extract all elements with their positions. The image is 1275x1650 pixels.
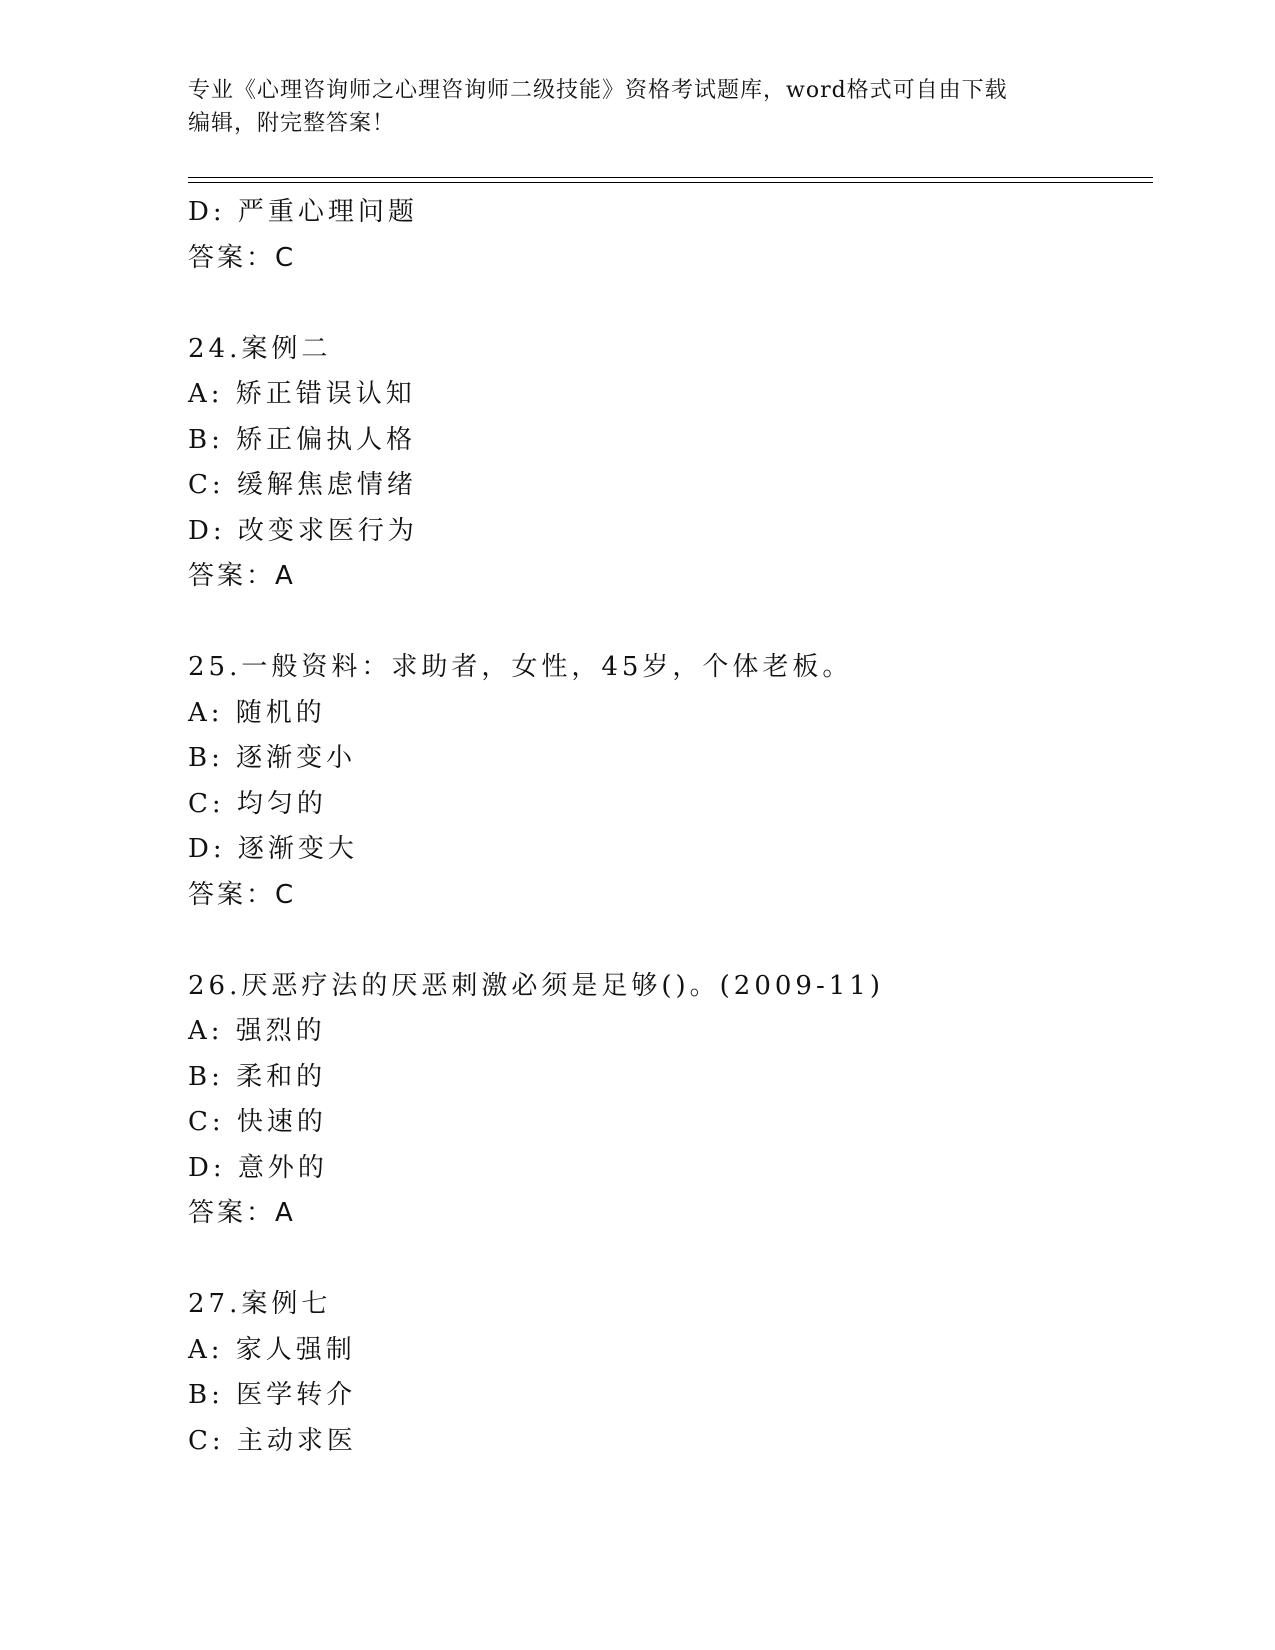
option-a: A: 强烈的 (188, 1016, 326, 1046)
question-stem: 24.案例二 (188, 333, 332, 364)
header-line-2: 编辑，附完整答案！ (188, 111, 396, 136)
option-d: D: 改变求医行为 (188, 515, 418, 546)
option-b: B: 柔和的 (188, 1061, 327, 1092)
option-a: A: 随机的 (188, 697, 326, 728)
answer-line: 答案：C (188, 879, 297, 910)
document-header (188, 74, 1088, 140)
header-divider-top (188, 177, 1153, 178)
question-stem: 27.案例七 (188, 1289, 332, 1319)
answer-line: 答案：A (188, 561, 296, 591)
option-c: C: 均匀的 (188, 788, 327, 819)
option-c: C: 主动求医 (188, 1425, 357, 1456)
option-d: D: 意外的 (188, 1152, 328, 1183)
option-c: C: 缓解焦虑情绪 (188, 470, 417, 500)
question-stem: 25.一般资料：求助者，女性，45岁，个体老板。 (188, 652, 853, 682)
option-a: A: 矫正错误认知 (188, 379, 416, 409)
question-stem: 26.厌恶疗法的厌恶刺激必须是足够()。(2009-11) (188, 970, 884, 1001)
option-b: B: 矫正偏执人格 (188, 424, 417, 455)
answer-line: 答案：A (188, 1198, 296, 1228)
header-divider-bottom (188, 182, 1153, 183)
option-d: D: 逐渐变大 (188, 834, 358, 864)
option-b: B: 逐渐变小 (188, 743, 357, 773)
option-a: A: 家人强制 (188, 1334, 356, 1365)
answer-line: 答案：C (188, 242, 297, 273)
option-b: B: 医学转介 (188, 1380, 357, 1410)
option-d: D: 严重心理问题 (188, 197, 418, 227)
question-list (188, 190, 1148, 1464)
header-line-1: 专业《心理咨询师之心理咨询师二级技能》资格考试题库，word格式可自由下载 (188, 78, 1008, 103)
option-c: C: 快速的 (188, 1107, 327, 1137)
